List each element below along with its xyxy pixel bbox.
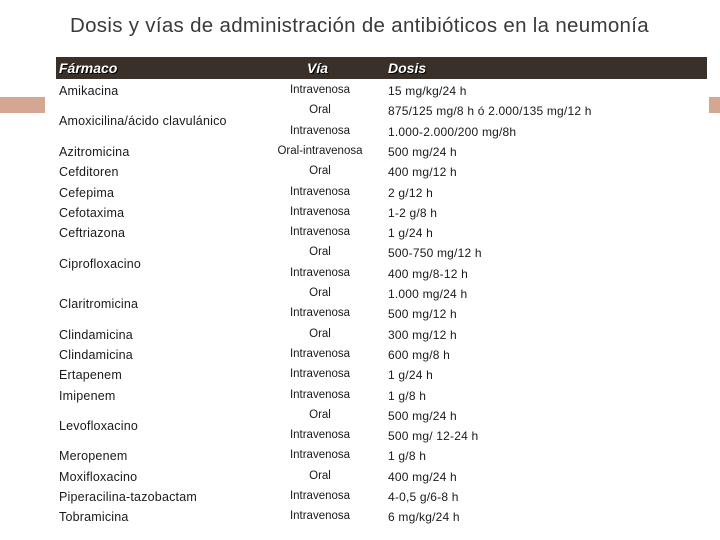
drug-name: Cefotaxima <box>59 205 125 220</box>
table-header <box>56 57 707 79</box>
table-row <box>56 165 707 185</box>
table-row <box>56 409 707 450</box>
drug-name: Imipenem <box>59 388 116 403</box>
route-value: Intravenosa <box>289 347 351 360</box>
table-row <box>56 348 707 368</box>
drug-name: Meropenem <box>59 449 128 464</box>
route-value: Intravenosa <box>289 266 351 279</box>
drug-name: Azitromicina <box>59 144 130 159</box>
dose-value: 1-2 g/8 h <box>388 205 438 220</box>
route-value: Intravenosa <box>289 226 351 239</box>
drug-name: Piperacilina-tazobactam <box>59 490 197 504</box>
table-row <box>56 470 707 490</box>
drug-name: Amikacina <box>59 84 119 98</box>
table-row <box>56 287 707 328</box>
dose-value: 400 mg/12 h <box>388 165 457 180</box>
dose-value: 500-750 mg/12 h <box>388 246 482 261</box>
dose-value: 400 mg/24 h <box>388 469 457 484</box>
drug-name: Clindamicina <box>59 347 133 362</box>
dose-value: 1 g/24 h <box>388 368 433 383</box>
table-row <box>56 510 707 530</box>
dose-value: 1.000 mg/24 h <box>388 287 468 301</box>
drug-name: Tobramicina <box>59 510 129 525</box>
table-row <box>56 246 707 287</box>
route-value: Intravenosa <box>289 124 351 137</box>
dose-value: 2 g/12 h <box>388 185 433 200</box>
header-route: Vía <box>307 60 329 76</box>
decorative-bar-left <box>0 97 45 113</box>
dose-value: 300 mg/12 h <box>388 327 457 342</box>
route-value: Oral <box>309 408 331 421</box>
dose-value: 1.000-2.000/200 mg/8h <box>388 124 517 139</box>
dose-value: 600 mg/8 h <box>388 347 451 362</box>
route-value: Intravenosa <box>289 185 351 198</box>
table-row <box>56 206 707 226</box>
route-value: Intravenosa <box>289 388 351 401</box>
route-value: Intravenosa <box>289 84 351 96</box>
table-row <box>56 449 707 469</box>
route-value: Oral <box>309 104 331 117</box>
table-row <box>56 368 707 388</box>
antibiotics-table <box>56 57 707 525</box>
route-value: Oral <box>309 287 331 299</box>
drug-name: Levofloxacino <box>59 418 139 433</box>
route-value: Intravenosa <box>289 429 351 442</box>
route-value: Intravenosa <box>289 449 351 462</box>
route-value: Oral <box>309 327 331 340</box>
slide-title: Dosis y vías de administración de antibióticos en la neumonía <box>70 14 649 37</box>
drug-name: Ertapenem <box>59 368 122 383</box>
table-row <box>56 186 707 206</box>
route-value: Intravenosa <box>289 510 351 523</box>
header-drug: Fármaco <box>59 60 118 76</box>
drug-name: Cefepima <box>59 185 115 200</box>
drug-name: Moxifloxacino <box>59 469 138 484</box>
dose-value: 875/125 mg/8 h ó 2.000/135 mg/12 h <box>388 104 592 119</box>
drug-name: Clindamicina <box>59 327 133 342</box>
header-dose: Dosis <box>388 60 427 76</box>
route-value: Oral <box>309 469 331 482</box>
dose-value: 15 mg/kg/24 h <box>388 84 467 98</box>
route-value: Intravenosa <box>289 490 351 502</box>
table-row <box>56 490 707 510</box>
route-value: Oral <box>309 165 331 178</box>
dose-value: 1 g/8 h <box>388 449 427 464</box>
dose-value: 400 mg/8-12 h <box>388 266 468 281</box>
route-value: Intravenosa <box>289 205 351 218</box>
table-row <box>56 226 707 246</box>
drug-name: Ciprofloxacino <box>59 256 142 271</box>
table-row <box>56 104 707 145</box>
dose-value: 4-0,5 g/6-8 h <box>388 490 459 504</box>
table-row <box>56 328 707 348</box>
dose-value: 500 mg/ 12-24 h <box>388 429 479 444</box>
drug-name: Amoxicilina/ácido clavulánico <box>59 114 227 129</box>
route-value: Oral <box>309 246 331 259</box>
dose-value: 500 mg/24 h <box>388 408 457 423</box>
dose-value: 500 mg/24 h <box>388 144 457 159</box>
decorative-bar-right <box>709 97 720 113</box>
dose-value: 1 g/24 h <box>388 226 433 241</box>
route-value: Intravenosa <box>289 307 351 320</box>
table-row <box>56 145 707 165</box>
route-value: Intravenosa <box>289 368 351 381</box>
table-row <box>56 389 707 409</box>
dose-value: 6 mg/kg/24 h <box>388 510 460 525</box>
dose-value: 500 mg/12 h <box>388 307 457 322</box>
route-value: Oral-intravenosa <box>277 144 363 157</box>
drug-name: Claritromicina <box>59 297 139 312</box>
table-row <box>56 84 707 104</box>
drug-name: Ceftriazona <box>59 226 126 241</box>
dose-value: 1 g/8 h <box>388 388 427 403</box>
drug-name: Cefditoren <box>59 165 119 180</box>
